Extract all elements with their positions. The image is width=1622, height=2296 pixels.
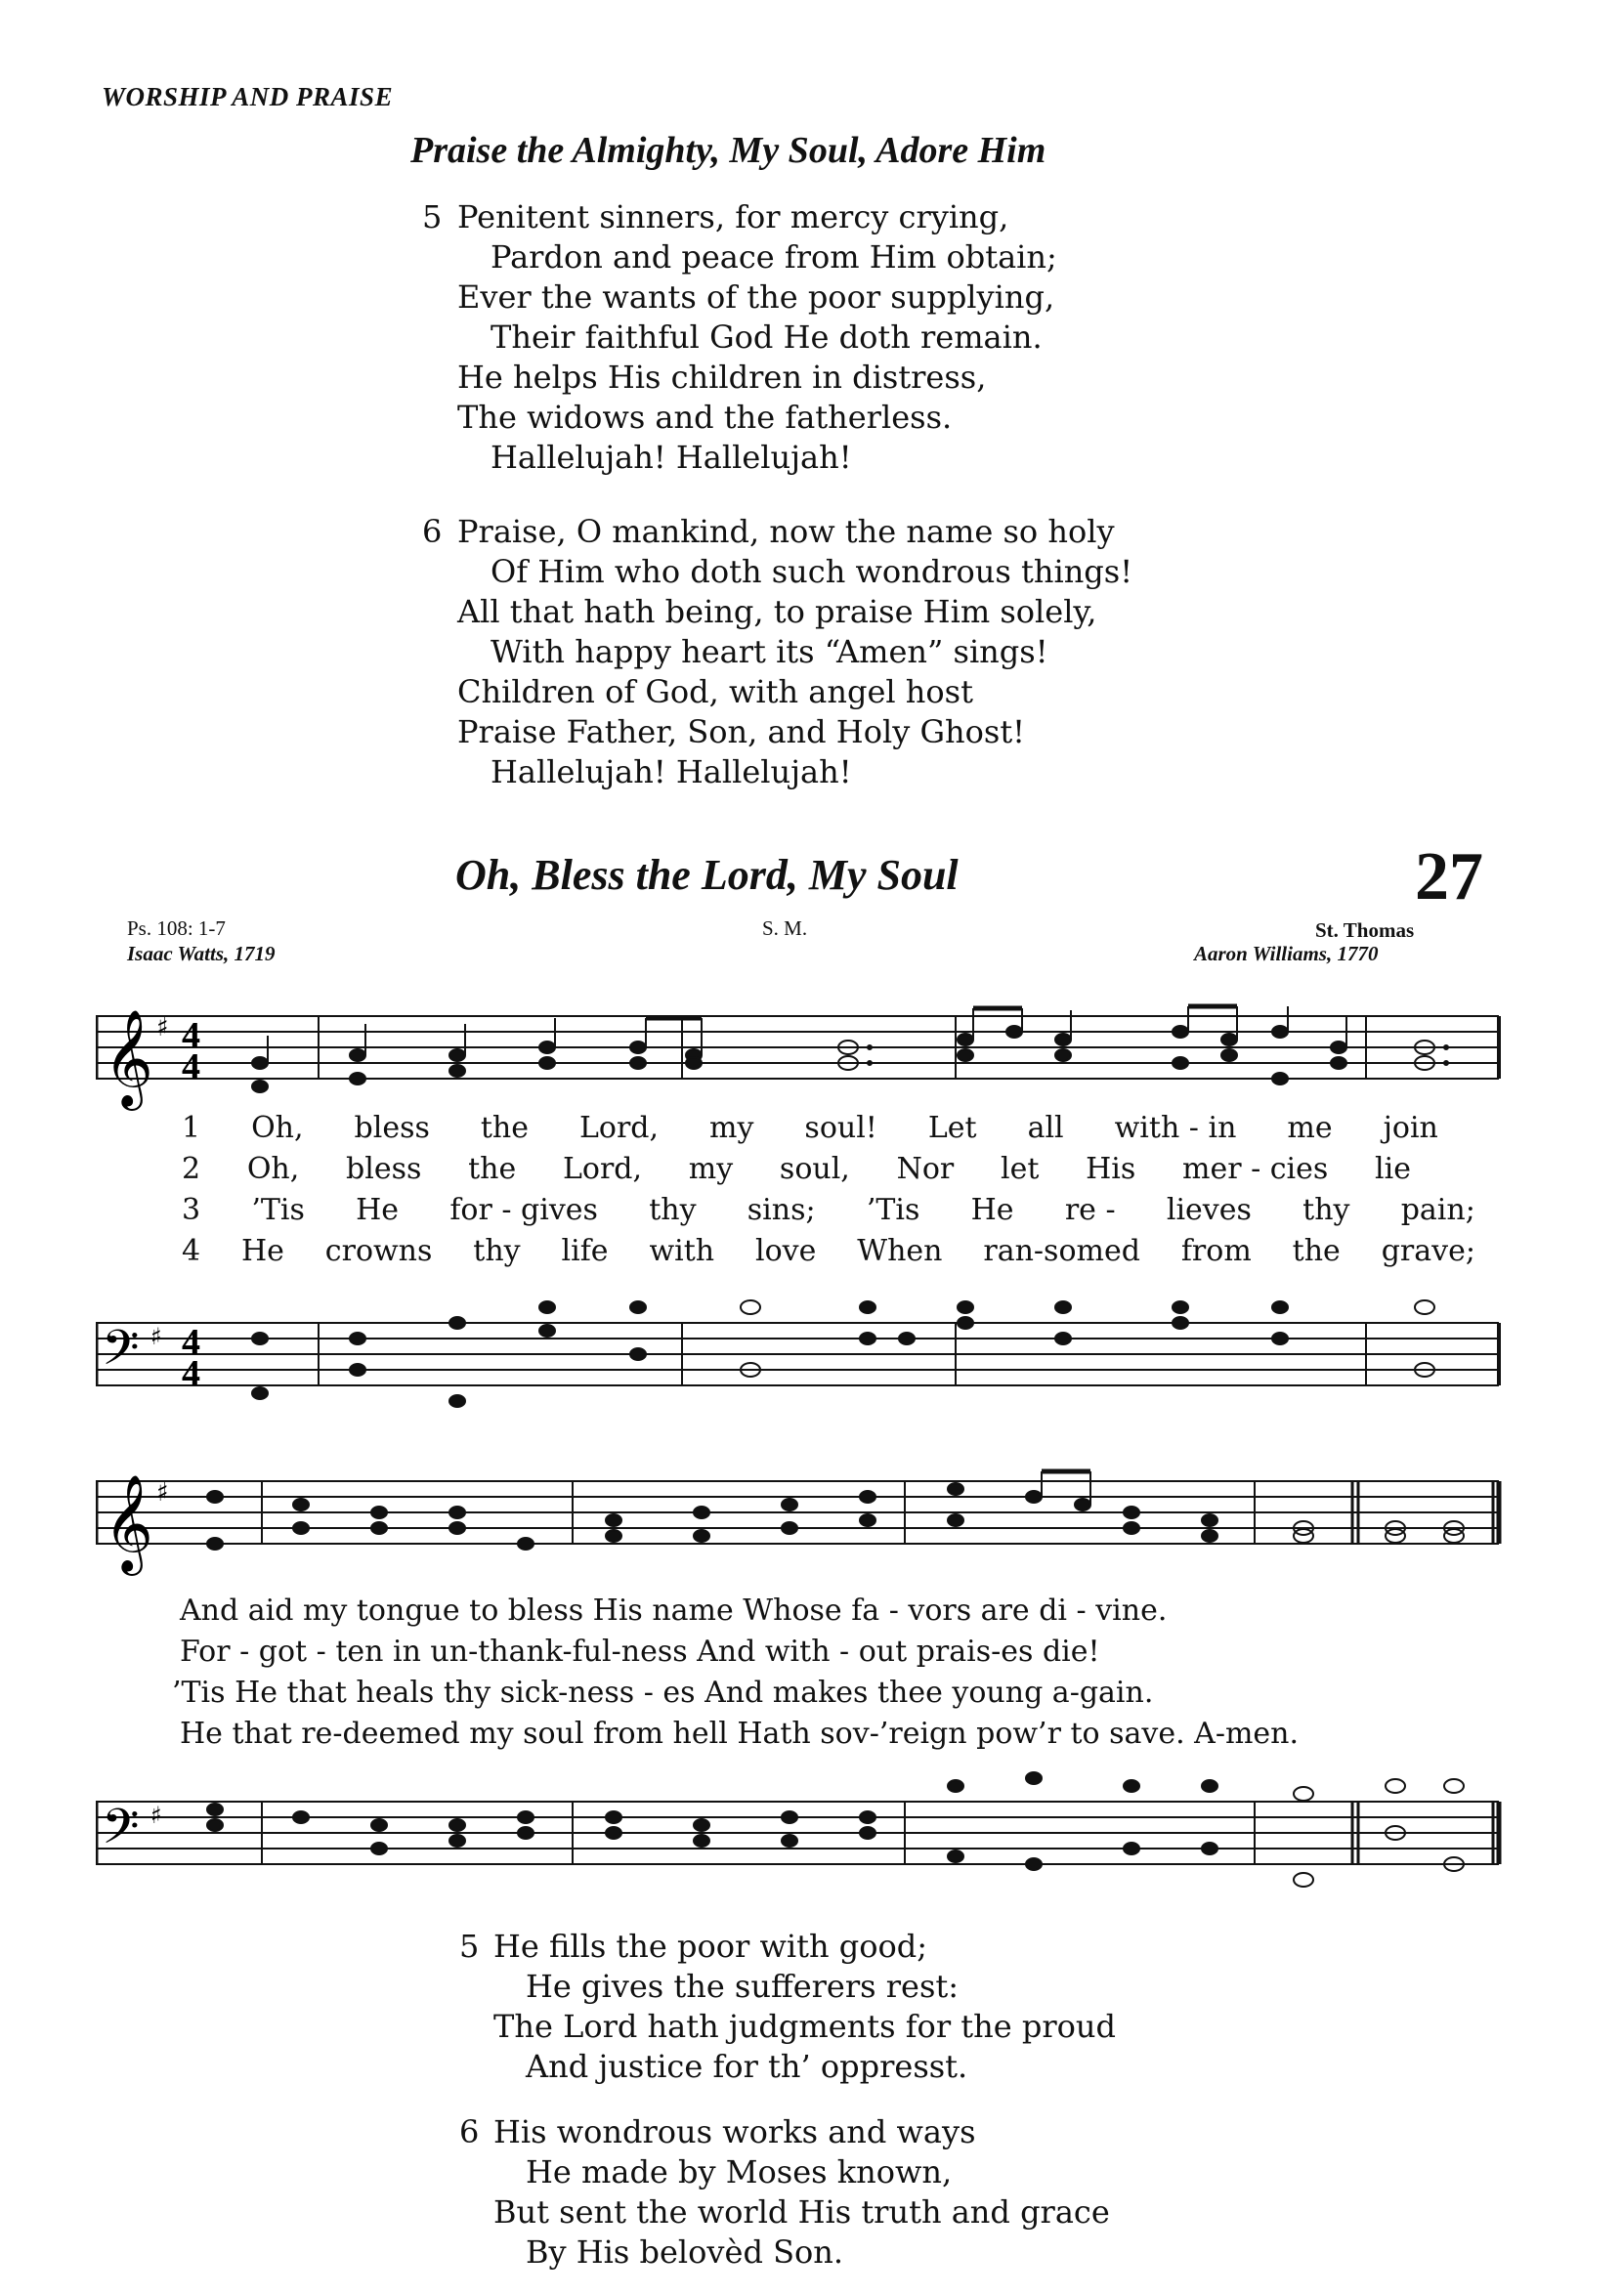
lyric-syllable: love — [755, 1234, 817, 1268]
lyric-syllable: bless — [346, 1152, 422, 1186]
lyric-syllable: ’Tis — [866, 1193, 920, 1227]
lyric-line-verse-1-system-2: And aid my tongue to bless His name Whose fa - vors are di - vine. — [180, 1594, 1168, 1628]
lyric-syllable: with - in — [1114, 1111, 1237, 1145]
treble-staff-system-1 — [96, 997, 1503, 1124]
verse-number: 1 — [182, 1111, 201, 1145]
scripture-reference: Ps. 108: 1-7 — [127, 916, 226, 940]
lyric-syllable: soul, — [779, 1152, 850, 1186]
svg-text:𝄞: 𝄞 — [104, 1474, 153, 1572]
verse-line: With happy heart its “Amen” sings! — [491, 633, 1048, 670]
verse-line: Praise, O mankind, now the name so holy — [457, 513, 1115, 550]
lyric-syllable: soul! — [804, 1111, 877, 1145]
bass-staff-system-1 — [96, 1288, 1503, 1415]
lyric-syllable: the — [480, 1111, 529, 1145]
lyric-syllable: for - gives — [449, 1193, 598, 1227]
lyric-syllable: join — [1383, 1111, 1438, 1145]
composer-credit: Aaron Williams, 1770 — [1194, 942, 1379, 965]
lyric-syllable: He — [240, 1234, 284, 1268]
lyric-line-verse-3 — [182, 1190, 1475, 1231]
lyric-line-verse-1 — [182, 1108, 1438, 1149]
lyric-syllable: the — [1292, 1234, 1341, 1268]
svg-text:4: 4 — [182, 1015, 200, 1056]
lyric-syllable: crowns — [324, 1234, 433, 1268]
lyric-syllable: me — [1287, 1111, 1333, 1145]
lyric-syllable: He — [970, 1193, 1014, 1227]
lyric-syllable: my — [709, 1111, 754, 1145]
lyric-syllable: Oh, — [251, 1111, 304, 1145]
stanza-number: 6 — [422, 513, 443, 550]
tune-name: St. Thomas — [1315, 918, 1415, 942]
verse-line: Their faithful God He doth remain. — [491, 319, 1043, 356]
lyric-syllable: lie — [1375, 1152, 1411, 1186]
lyric-syllable: grave; — [1381, 1234, 1475, 1268]
author-credit: Isaac Watts, 1719 — [127, 942, 276, 965]
verse-line: Hallelujah! Hallelujah! — [491, 439, 852, 476]
lyric-syllable: ’Tis — [251, 1193, 305, 1227]
verse-line: By His belovèd Son. — [526, 2233, 844, 2271]
verse-number: 4 — [182, 1234, 201, 1268]
verse-line: Hallelujah! Hallelujah! — [491, 753, 852, 790]
stanza-number: 5 — [459, 1928, 480, 1965]
lyric-syllable: re - — [1064, 1193, 1116, 1227]
lyric-syllable: sins; — [747, 1193, 816, 1227]
verse-line: He made by Moses known, — [526, 2153, 953, 2190]
verse-number: 3 — [182, 1193, 201, 1227]
bass-staff-system-2 — [96, 1766, 1503, 1893]
verse-line: Of Him who doth such wondrous things! — [491, 553, 1133, 590]
verse-line: His wondrous works and ways — [493, 2113, 976, 2150]
hymn-number: 27 — [1415, 839, 1483, 914]
stanza-number: 5 — [422, 198, 443, 235]
svg-text:𝄞: 𝄞 — [104, 1009, 153, 1107]
lyric-syllable: thy — [1302, 1193, 1350, 1227]
meter: S. M. — [762, 916, 808, 940]
lyric-syllable: my — [688, 1152, 734, 1186]
lyric-syllable: His — [1086, 1152, 1136, 1186]
lyric-syllable: Lord, — [562, 1152, 643, 1186]
section-label: WORSHIP AND PRAISE — [102, 82, 394, 111]
lyric-syllable: When — [857, 1234, 943, 1268]
lyric-syllable: the — [468, 1152, 517, 1186]
verse-line: He helps His children in distress, — [457, 359, 987, 396]
treble-staff-system-2 — [96, 1462, 1503, 1589]
lyric-syllable: pain; — [1400, 1193, 1475, 1227]
verse-line: He gives the sufferers rest: — [526, 1968, 960, 2005]
lyric-line-verse-3-system-2: ’Tis He that heals thy sick-ness - es And makes thee young a-gain. — [172, 1676, 1154, 1710]
verse-line: And justice for th’ oppresst. — [526, 2048, 968, 2085]
lyric-syllable: bless — [354, 1111, 430, 1145]
verse-line: Children of God, with angel host — [457, 673, 973, 710]
lyric-line-verse-4-system-2: He that re-deemed my soul from hell Hath sov-’reign pow’r to save. A-men. — [180, 1717, 1300, 1751]
svg-text:𝄢: 𝄢 — [102, 1320, 140, 1388]
lyric-syllable: ran-somed — [983, 1234, 1140, 1268]
verse-line: Pardon and peace from Him obtain; — [491, 238, 1057, 276]
lyric-syllable: mer - cies — [1182, 1152, 1329, 1186]
lyric-syllable: all — [1027, 1111, 1064, 1145]
lyric-syllable: Lord, — [578, 1111, 660, 1145]
lyric-syllable: Oh, — [246, 1152, 300, 1186]
lyric-line-verse-2 — [182, 1149, 1411, 1190]
lyric-syllable: thy — [473, 1234, 521, 1268]
svg-text:4: 4 — [182, 1046, 200, 1087]
stanza-number: 6 — [459, 2113, 480, 2150]
lyric-syllable: life — [561, 1234, 609, 1268]
lyric-line-verse-4 — [182, 1231, 1475, 1272]
verse-line: All that hath being, to praise Him solely, — [457, 593, 1097, 630]
verse-line: The widows and the fatherless. — [457, 399, 953, 436]
lyric-syllable: lieves — [1166, 1193, 1252, 1227]
svg-text:♯: ♯ — [150, 1323, 162, 1350]
svg-text:4: 4 — [182, 1322, 200, 1363]
svg-text:♯: ♯ — [156, 1478, 169, 1508]
verse-line: Praise Father, Son, and Holy Ghost! — [457, 713, 1026, 750]
lyric-syllable: He — [356, 1193, 400, 1227]
svg-text:♯: ♯ — [150, 1802, 162, 1829]
verse-line: The Lord hath judgments for the proud — [493, 2008, 1116, 2045]
verse-line: Ever the wants of the poor supplying, — [457, 278, 1055, 316]
lyric-syllable: let — [1000, 1152, 1040, 1186]
lyric-syllable: from — [1180, 1234, 1252, 1268]
lyric-line-verse-2-system-2: For - got - ten in un-thank-ful-ness And with - out prais-es die! — [180, 1635, 1100, 1669]
previous-hymn-title: Praise the Almighty, My Soul, Adore Him — [410, 130, 1046, 171]
hymn-title: Oh, Bless the Lord, My Soul — [455, 851, 959, 899]
svg-text:♯: ♯ — [156, 1013, 169, 1042]
lyric-syllable: with — [649, 1234, 715, 1268]
verse-line: But sent the world His truth and grace — [493, 2193, 1110, 2231]
verse-line: Penitent sinners, for mercy crying, — [457, 198, 1009, 235]
lyric-syllable: thy — [649, 1193, 697, 1227]
svg-text:𝄢: 𝄢 — [102, 1799, 140, 1867]
lyric-syllable: Let — [927, 1111, 977, 1145]
lyric-syllable: Nor — [896, 1152, 955, 1186]
verse-line: He fills the poor with good; — [493, 1928, 928, 1965]
verse-number: 2 — [182, 1152, 201, 1186]
svg-text:4: 4 — [182, 1353, 200, 1394]
